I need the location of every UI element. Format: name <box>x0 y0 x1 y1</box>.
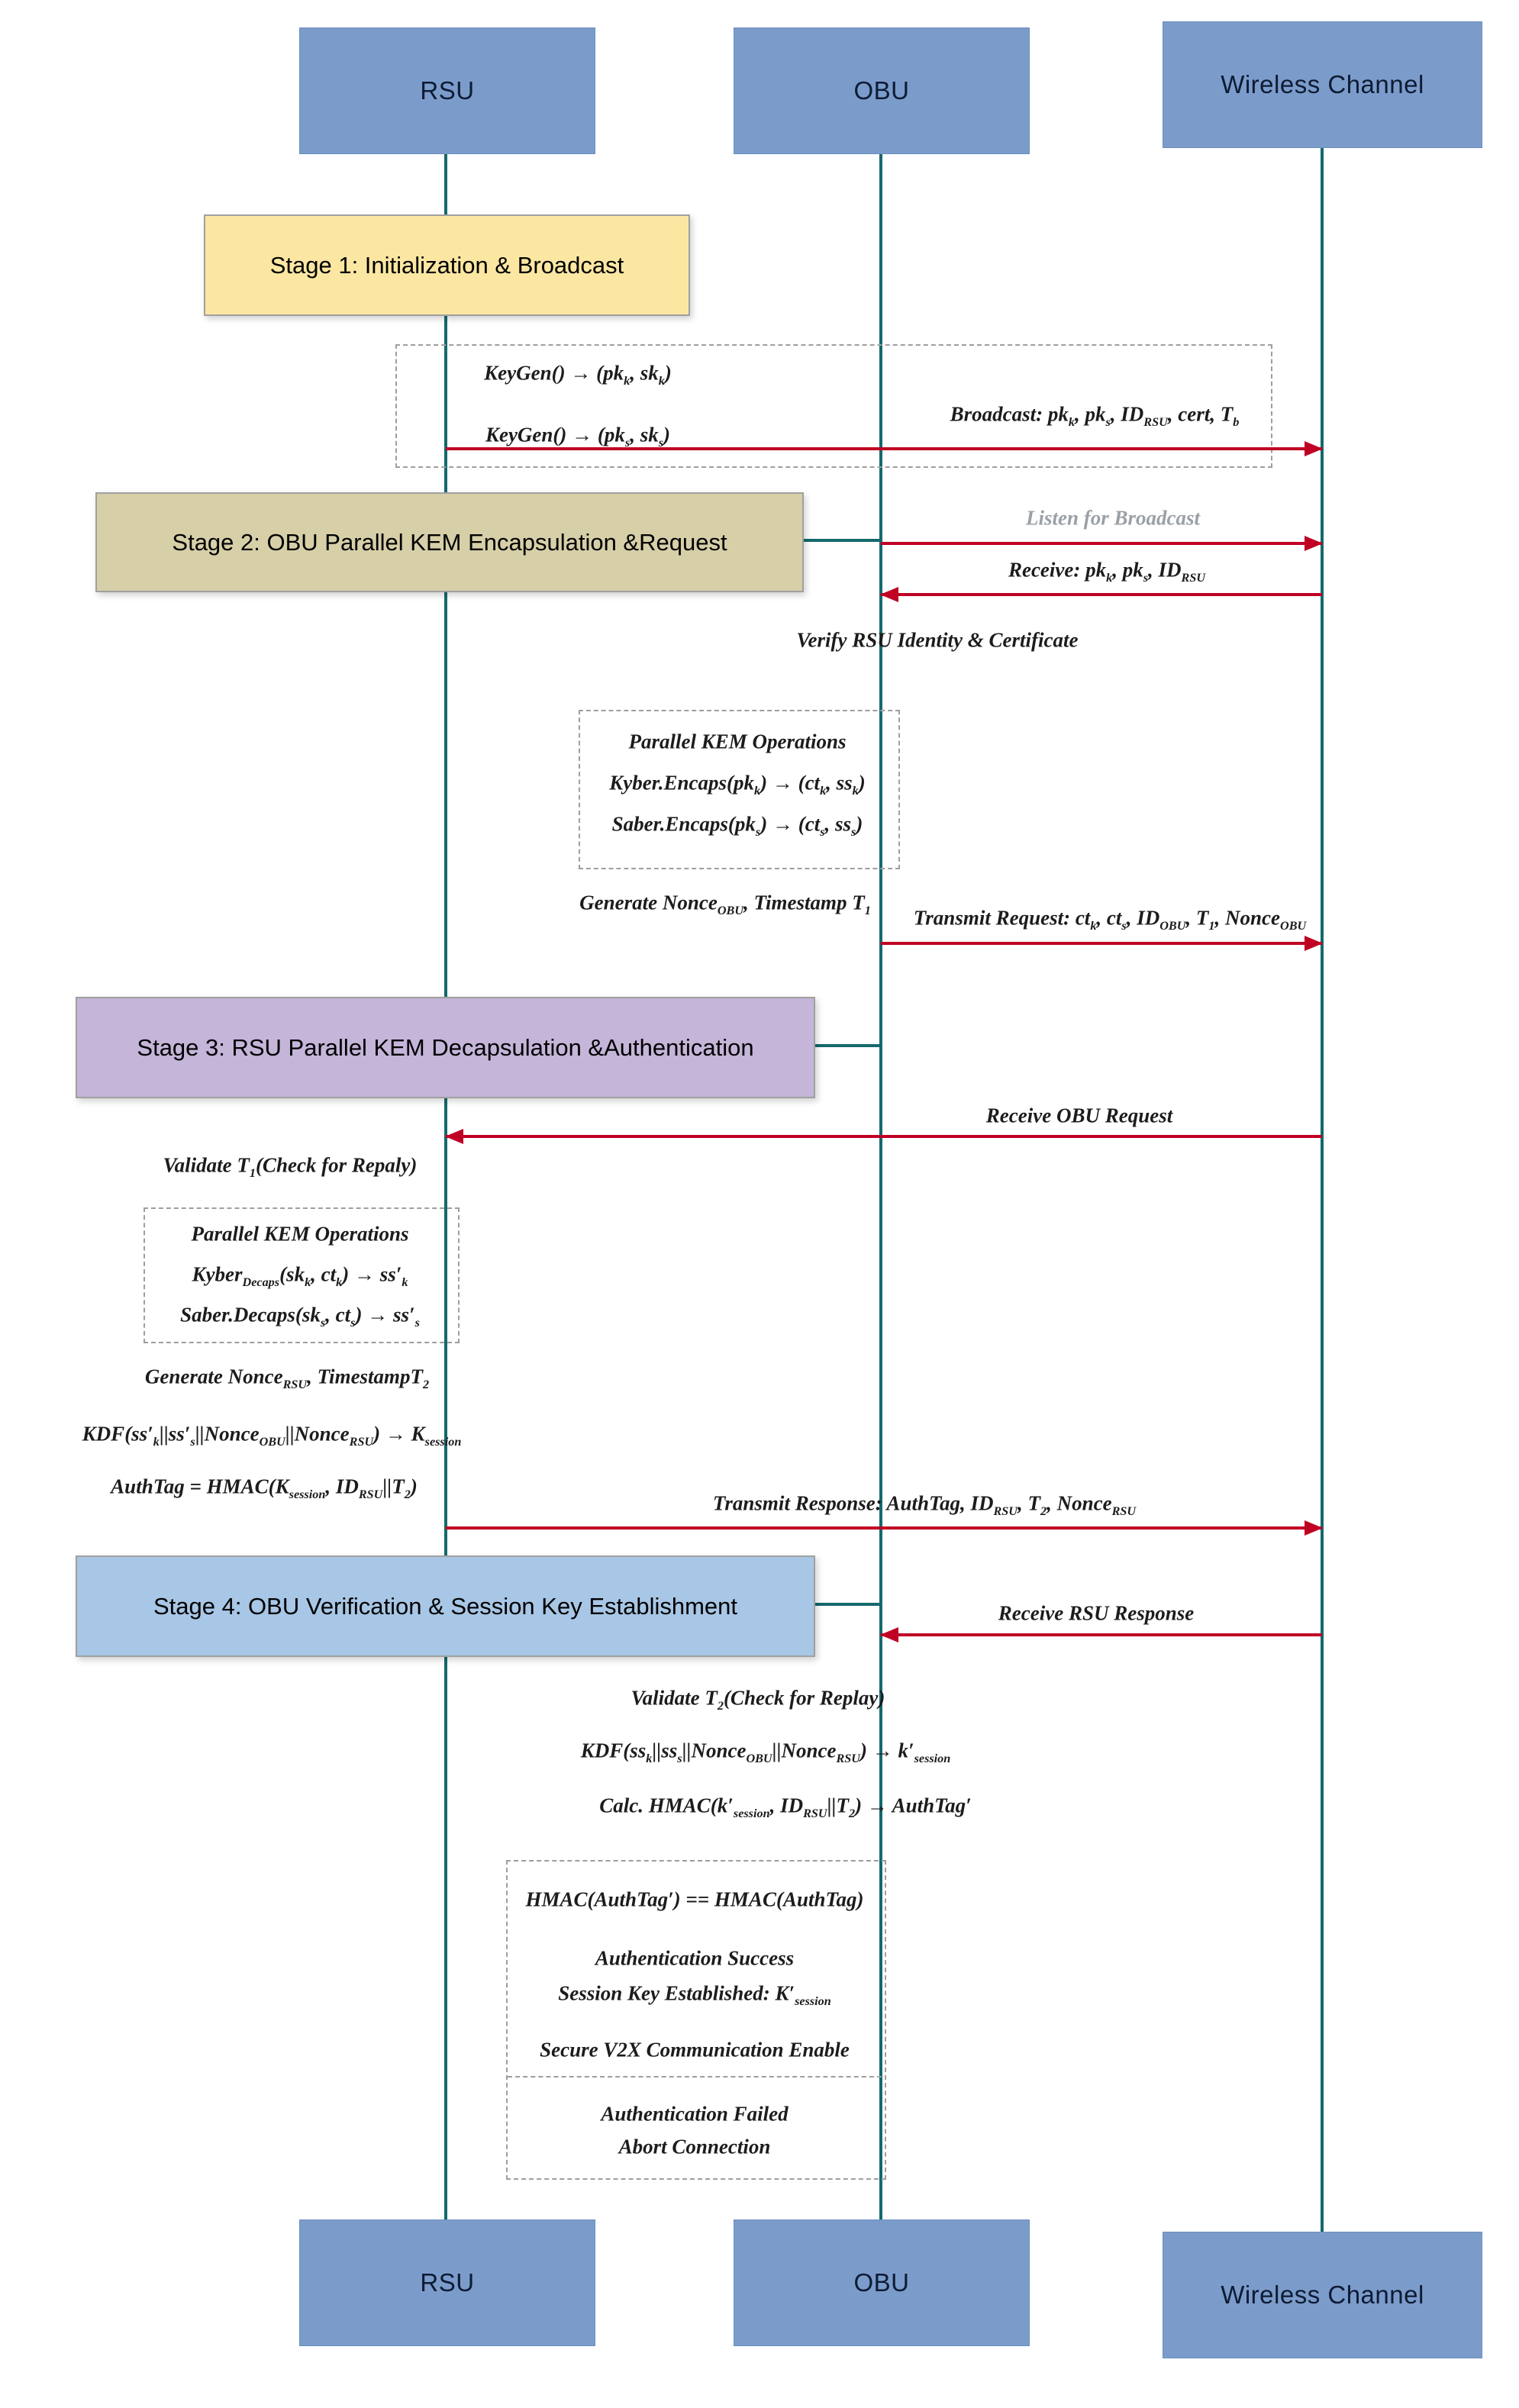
stage4-label: Stage 4: OBU Verification & Session Key Establishment <box>153 1592 738 1620</box>
transmit-response-arrow <box>446 1526 1322 1530</box>
msg-validate-t1: Validate $T_1(Check$ for Repaly) <box>163 1153 418 1180</box>
msg-abort-connection: Abort Connection <box>618 2135 771 2158</box>
msg-saber-decaps: $Saber.Decaps(sk_s$, $ct_s) \to ss'_s$ <box>180 1303 420 1330</box>
msg-secure-v2x: Secure V2X Communication Enable <box>540 2038 850 2061</box>
msg-generate-nonce-obu: Generate Nonce$_{OBU}$, Timestamp $T_1$ <box>579 891 871 917</box>
msg-kyber-encaps: $Kyber.Encaps(pk_k) \to (ct_k$, $ss_k$) <box>609 771 866 798</box>
actor-label-wireless-top: Wireless Channel <box>1221 70 1424 98</box>
msg-authtag: AuthTag = $HMAC(K_{session}$, $ID_{RSU}||T_2$) <box>111 1475 418 1501</box>
msg-hmac-compare: HMAC(AuthTag′) == HMAC(AuthTag) <box>525 1887 864 1911</box>
msg-listen-broadcast: Listen for Broadcast <box>1025 506 1201 530</box>
msg-kyber-decaps: $Kyber_{Decaps}(sk_k$, $ct_k) \to ss'_k$ <box>192 1262 408 1289</box>
msg-session-key-established: Session Key Established: $K'_{session}$ <box>558 1981 831 2008</box>
obu-kem-title: Parallel KEM Operations <box>628 730 847 753</box>
transmit-request-arrow <box>881 942 1322 945</box>
stage3-banner <box>76 997 815 1098</box>
msg-broadcast: Broadcast: $pk_k$, $pk_s$, $ID_{RSU}$, cert, $T_b$ <box>950 402 1240 429</box>
actor-label-obu-top: OBU <box>853 76 910 105</box>
actor-label-rsu-top: RSU <box>420 76 475 105</box>
actor-box-obu-top <box>734 27 1030 154</box>
stage2-banner <box>95 492 804 592</box>
actor-label-obu-bottom: OBU <box>853 2268 910 2297</box>
msg-receive-obu-request: Receive OBU Request <box>985 1104 1173 1127</box>
receive-rsu-response-arrow <box>881 1633 1322 1636</box>
stage2-label: Stage 2: OBU Parallel KEM Encapsulation &Request <box>172 528 727 556</box>
arrowhead-icon <box>880 1627 898 1642</box>
receive-obu-request-arrow <box>446 1135 1322 1138</box>
msg-verify-identity: Verify RSU Identity & Certificate <box>796 628 1079 652</box>
arrowhead-icon <box>1305 441 1323 456</box>
rsu-kem-title: Parallel KEM Operations <box>191 1222 409 1246</box>
broadcast-arrow <box>446 447 1322 450</box>
msg-auth-success: Authentication Success <box>595 1946 795 1970</box>
msg-saber-encaps: $Saber.Encaps(pk_s) \to (ct_s$, $ss_s$) <box>611 812 863 839</box>
arrowhead-icon <box>445 1129 463 1144</box>
msg-receive-broadcast: Receive: $pk_k$, $pk_s$, $ID_{RSU}$ <box>1008 558 1206 585</box>
msg-keygen-saber: KeyGen() → ($pk_s$, $sk_s$) <box>485 423 671 450</box>
msg-validate-t2: Validate $T_2(Check$ for Replay) <box>630 1686 885 1713</box>
stage1-label: Stage 1: Initialization & Broadcast <box>269 251 624 279</box>
receive-broadcast-arrow <box>881 593 1322 596</box>
actor-box-obu-bottom <box>734 2219 1030 2346</box>
stage4-banner <box>76 1555 815 1657</box>
wireless-channel-lifeline <box>1321 147 1324 2232</box>
stage3-connector <box>812 1044 881 1047</box>
actor-box-rsu-bottom <box>299 2219 595 2346</box>
msg-calc-hmac: Calc. $HMAC(k'_{session}$, $ID_{RSU}||T_2$) → AuthTag′ <box>599 1794 972 1820</box>
msg-transmit-response: Transmit Response: AuthTag, $ID_{RSU}$, $T_2$, Nonce$_{RSU}$ <box>712 1491 1137 1518</box>
msg-generate-nonce-rsu: Generate Nonce$_{RSU}$, TimestampT$_2$ <box>144 1365 430 1391</box>
actor-label-rsu-bottom: RSU <box>420 2268 475 2297</box>
outcome-success-fail-divider <box>508 2076 882 2078</box>
actor-box-wireless-bottom <box>1163 2232 1482 2358</box>
msg-transmit-request: Transmit Request: $ct_k$, $ct_s$, $ID_{OBU}$, $T_1$, Nonce$_{OBU}$ <box>913 906 1307 933</box>
stage3-label: Stage 3: RSU Parallel KEM Decapsulation &Authentication <box>137 1033 754 1061</box>
msg-kdf-rsu: $KDF(ss'_k||ss'_s||Nonce_{OBU}||Nonce_{RSU}) \to K_{session}$ <box>82 1422 462 1449</box>
stage1-banner <box>204 214 690 316</box>
arrowhead-icon <box>1305 1520 1323 1536</box>
arrowhead-icon <box>880 587 898 602</box>
msg-keygen-kyber: KeyGen() → ($pk_k$, $sk_k$) <box>484 361 672 388</box>
arrowhead-icon <box>1305 536 1323 551</box>
actor-box-wireless-top <box>1163 21 1482 148</box>
stage4-connector <box>812 1603 881 1606</box>
actor-label-wireless-bottom: Wireless Channel <box>1221 2281 1424 2309</box>
arrowhead-icon <box>1305 936 1323 951</box>
listen-broadcast-arrow <box>881 542 1322 545</box>
actor-box-rsu-top <box>299 27 595 154</box>
stage2-connector <box>801 539 881 542</box>
msg-auth-failed: Authentication Failed <box>601 2102 789 2126</box>
msg-kdf-obu: $KDF(ss_k||ss_s||Nonce_{OBU}||Nonce_{RSU}) \to k'_{session}$ <box>580 1739 951 1765</box>
msg-receive-rsu-response: Receive RSU Response <box>998 1601 1195 1625</box>
